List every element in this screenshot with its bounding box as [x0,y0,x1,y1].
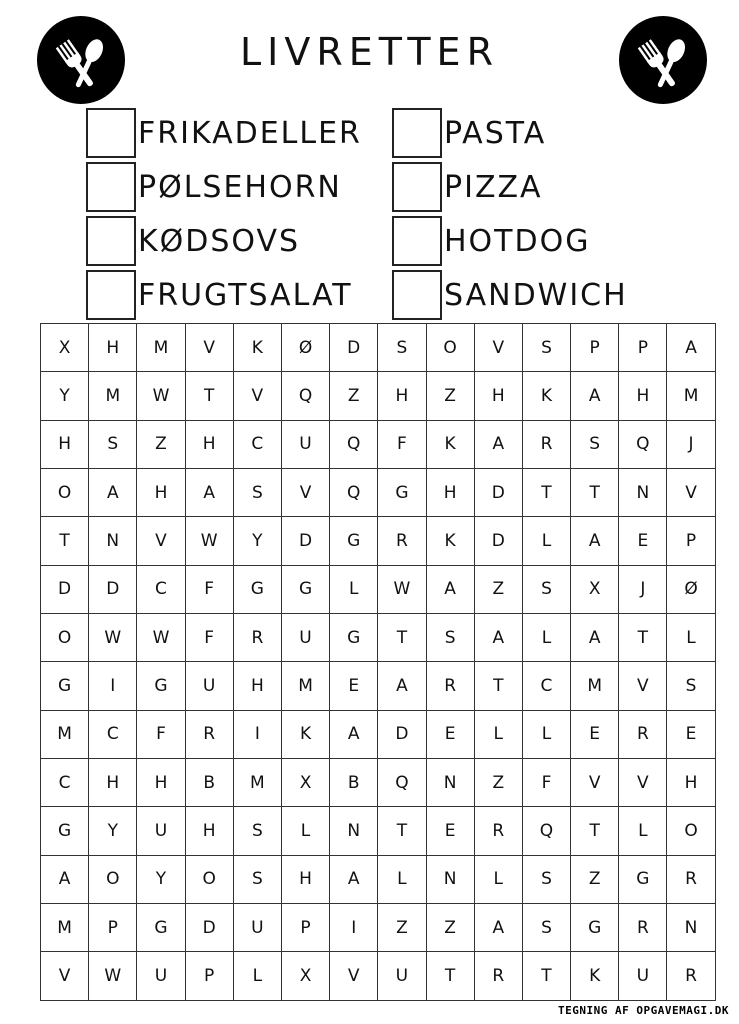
grid-cell[interactable]: L [522,517,570,565]
grid-cell[interactable]: S [522,904,570,952]
grid-cell[interactable]: H [378,372,426,420]
grid-cell[interactable]: G [330,614,378,662]
grid-row [41,614,716,662]
grid-cell[interactable]: H [89,324,137,372]
grid-cell[interactable]: Z [474,759,522,807]
grid-cell[interactable]: H [89,759,137,807]
grid-cell[interactable]: M [667,372,715,420]
grid-cell[interactable]: V [281,469,329,517]
grid-row [41,855,716,903]
grid-cell[interactable]: V [571,759,619,807]
grid-cell[interactable]: U [378,952,426,1000]
grid-cell[interactable]: K [571,952,619,1000]
grid-cell[interactable]: A [571,372,619,420]
grid-cell[interactable]: A [474,904,522,952]
grid-cell[interactable]: L [281,807,329,855]
grid-cell[interactable]: V [619,662,667,710]
grid-cell[interactable]: E [426,807,474,855]
grid-cell[interactable]: K [233,324,281,372]
grid-row [41,952,716,1000]
grid-cell[interactable]: V [474,324,522,372]
grid-cell[interactable]: O [41,469,89,517]
grid-cell[interactable]: T [378,614,426,662]
grid-cell[interactable]: F [185,614,233,662]
grid-cell[interactable]: Q [378,759,426,807]
grid-cell[interactable]: T [41,517,89,565]
word-checkbox[interactable] [86,162,136,212]
grid-cell[interactable]: S [522,324,570,372]
grid-cell[interactable]: R [619,710,667,758]
word-label: KØDSOVS [138,223,301,259]
grid-cell[interactable]: C [89,710,137,758]
grid-cell[interactable]: H [474,372,522,420]
grid-cell[interactable]: T [185,372,233,420]
grid-cell[interactable]: T [378,807,426,855]
grid-cell[interactable]: P [281,904,329,952]
word-label: PASTA [444,115,547,151]
grid-cell[interactable]: W [137,372,185,420]
credit-text: TEGNING AF OPGAVEMAGI.DK [558,1004,729,1017]
grid-cell[interactable]: T [474,662,522,710]
grid-cell[interactable]: J [667,420,715,468]
grid-cell[interactable]: U [233,904,281,952]
grid-cell[interactable]: M [137,324,185,372]
grid-cell[interactable]: H [41,420,89,468]
grid-cell[interactable]: L [474,855,522,903]
grid-cell[interactable]: D [330,324,378,372]
word-item [86,270,353,320]
grid-cell[interactable]: N [667,904,715,952]
grid-cell[interactable]: N [619,469,667,517]
grid-cell[interactable]: A [89,469,137,517]
grid-cell[interactable]: X [571,565,619,613]
grid-cell[interactable]: U [137,807,185,855]
grid-cell[interactable]: D [378,710,426,758]
grid-cell[interactable]: H [137,759,185,807]
grid-cell[interactable]: H [426,469,474,517]
grid-cell[interactable]: G [137,662,185,710]
word-label: HOTDOG [444,223,591,259]
grid-row [41,710,716,758]
grid-cell[interactable]: H [137,469,185,517]
grid-cell[interactable]: N [426,855,474,903]
grid-row [41,662,716,710]
grid-cell[interactable]: E [619,517,667,565]
grid-cell[interactable]: L [667,614,715,662]
grid-cell[interactable]: W [378,565,426,613]
grid-cell[interactable]: C [41,759,89,807]
grid-cell[interactable]: A [571,614,619,662]
grid-cell[interactable]: S [89,420,137,468]
grid-cell[interactable]: P [185,952,233,1000]
word-search-grid [40,323,715,1000]
grid-cell[interactable]: D [89,565,137,613]
grid-cell[interactable]: M [41,710,89,758]
grid-cell[interactable]: K [426,517,474,565]
grid-cell[interactable]: H [619,372,667,420]
grid-cell[interactable]: L [522,614,570,662]
grid-cell[interactable]: A [474,614,522,662]
grid-cell[interactable]: H [185,807,233,855]
grid-cell[interactable]: M [233,759,281,807]
grid-cell[interactable]: O [41,614,89,662]
grid-cell[interactable]: H [281,855,329,903]
grid-cell[interactable]: R [667,855,715,903]
word-list [86,108,686,318]
grid-cell[interactable]: C [522,662,570,710]
grid-row [41,324,716,372]
grid-row [41,759,716,807]
grid-cell[interactable]: G [41,662,89,710]
grid-cell[interactable]: Q [281,372,329,420]
grid-cell[interactable]: R [233,614,281,662]
grid-row [41,565,716,613]
grid-cell[interactable]: A [667,324,715,372]
grid-row [41,807,716,855]
grid-cell[interactable]: V [185,324,233,372]
grid-cell[interactable]: D [474,517,522,565]
grid-cell[interactable]: E [667,710,715,758]
grid-cell[interactable]: A [41,855,89,903]
word-checkbox[interactable] [86,216,136,266]
grid-cell[interactable]: V [330,952,378,1000]
grid-cell[interactable]: G [233,565,281,613]
word-item [392,108,546,158]
grid-cell[interactable]: T [571,469,619,517]
grid-cell[interactable]: A [330,855,378,903]
grid-cell[interactable]: A [474,420,522,468]
grid-cell[interactable]: P [619,324,667,372]
grid-cell[interactable]: M [571,662,619,710]
grid-cell[interactable]: K [522,372,570,420]
grid-cell[interactable]: A [330,710,378,758]
grid-cell[interactable]: P [89,904,137,952]
grid-cell[interactable]: D [281,517,329,565]
grid-cell[interactable]: C [233,420,281,468]
grid-cell[interactable]: M [89,372,137,420]
word-label: SANDWICH [444,277,628,313]
grid-cell[interactable]: C [137,565,185,613]
grid-cell[interactable]: D [474,469,522,517]
grid-cell[interactable]: S [667,662,715,710]
grid-cell[interactable]: T [619,614,667,662]
grid-cell[interactable]: R [522,420,570,468]
grid-cell[interactable]: L [474,710,522,758]
grid-cell[interactable]: X [41,324,89,372]
grid-cell[interactable]: E [426,710,474,758]
grid-cell[interactable]: X [281,952,329,1000]
grid-cell[interactable]: F [137,710,185,758]
grid-cell[interactable]: K [426,420,474,468]
grid-cell[interactable]: P [571,324,619,372]
grid-cell[interactable]: V [619,759,667,807]
word-label: PØLSEHORN [138,169,342,205]
grid-cell[interactable]: L [378,855,426,903]
grid-row [41,517,716,565]
grid-cell[interactable]: F [378,420,426,468]
grid-cell[interactable]: R [378,517,426,565]
page-title: LIVRETTER [240,30,499,74]
grid-cell[interactable]: I [330,904,378,952]
grid-cell[interactable]: E [571,710,619,758]
grid-cell[interactable]: L [619,807,667,855]
fork-spoon-logo-right [619,16,707,104]
grid-row [41,904,716,952]
grid-cell[interactable]: Q [522,807,570,855]
grid-cell[interactable]: Q [330,469,378,517]
word-checkbox[interactable] [86,270,136,320]
grid-cell[interactable]: V [667,469,715,517]
grid-cell[interactable]: R [185,710,233,758]
grid-cell[interactable]: U [185,662,233,710]
grid-cell[interactable]: W [89,614,137,662]
grid-cell[interactable]: F [185,565,233,613]
grid-cell[interactable]: H [233,662,281,710]
grid-cell[interactable]: S [522,855,570,903]
grid-cell[interactable]: Z [378,904,426,952]
word-item [86,216,300,266]
grid-cell[interactable]: H [667,759,715,807]
grid-cell[interactable]: F [522,759,570,807]
grid-row [41,372,716,420]
grid-cell[interactable]: I [89,662,137,710]
grid-cell[interactable]: L [330,565,378,613]
grid-cell[interactable]: Z [474,565,522,613]
grid-cell[interactable]: A [571,517,619,565]
word-item [392,270,628,320]
fork-spoon-icon [619,16,707,104]
grid-cell[interactable]: Q [619,420,667,468]
word-label: FRUGTSALAT [138,277,353,313]
grid-cell[interactable]: S [233,807,281,855]
grid-cell[interactable]: S [522,565,570,613]
grid-cell[interactable]: K [281,710,329,758]
grid-cell[interactable]: G [619,855,667,903]
grid-cell[interactable]: L [233,952,281,1000]
word-checkbox[interactable] [86,108,136,158]
grid-cell[interactable]: O [667,807,715,855]
grid-cell[interactable]: S [233,469,281,517]
grid-cell[interactable]: I [233,710,281,758]
word-checkbox[interactable] [392,162,442,212]
word-item [392,162,543,212]
grid-cell[interactable]: Z [426,372,474,420]
grid-cell[interactable]: W [137,614,185,662]
grid-cell[interactable]: Q [330,420,378,468]
word-checkbox[interactable] [392,216,442,266]
grid-cell[interactable]: R [474,952,522,1000]
word-checkbox[interactable] [392,108,442,158]
word-item [86,162,342,212]
grid-cell[interactable]: G [378,469,426,517]
word-checkbox[interactable] [392,270,442,320]
grid-cell[interactable]: Z [571,855,619,903]
grid-cell[interactable]: A [378,662,426,710]
grid-cell[interactable]: V [41,952,89,1000]
grid-cell[interactable]: A [426,565,474,613]
grid-cell[interactable]: N [330,807,378,855]
grid-cell[interactable]: R [426,662,474,710]
grid-cell[interactable]: Z [426,904,474,952]
grid-cell[interactable]: D [185,904,233,952]
grid-cell[interactable]: W [185,517,233,565]
grid-row [41,469,716,517]
word-label: PIZZA [444,169,543,205]
grid-cell[interactable]: Y [233,517,281,565]
grid-cell[interactable]: A [185,469,233,517]
grid-cell[interactable]: U [281,420,329,468]
grid-cell[interactable]: H [185,420,233,468]
grid-cell[interactable]: M [281,662,329,710]
grid-cell[interactable]: Y [137,855,185,903]
grid-cell[interactable]: Y [89,807,137,855]
grid-cell[interactable]: X [281,759,329,807]
grid-cell[interactable]: D [41,565,89,613]
grid-cell[interactable]: P [667,517,715,565]
grid-cell[interactable]: T [571,807,619,855]
grid-cell[interactable]: G [137,904,185,952]
grid-cell[interactable]: N [89,517,137,565]
grid-cell[interactable]: B [330,759,378,807]
grid-cell[interactable]: V [233,372,281,420]
grid-cell[interactable]: T [426,952,474,1000]
grid-cell[interactable]: U [281,614,329,662]
grid-cell[interactable]: O [185,855,233,903]
grid-cell[interactable]: G [571,904,619,952]
grid-cell[interactable]: R [667,952,715,1000]
grid-cell[interactable]: S [233,855,281,903]
word-item [86,108,362,158]
grid-cell[interactable]: Ø [281,324,329,372]
grid-cell[interactable]: R [619,904,667,952]
grid-cell[interactable]: S [571,420,619,468]
grid-cell[interactable]: Y [41,372,89,420]
grid-cell[interactable]: S [378,324,426,372]
grid-cell[interactable]: V [137,517,185,565]
grid-cell[interactable]: Z [330,372,378,420]
grid-cell[interactable]: G [41,807,89,855]
grid-cell[interactable]: M [41,904,89,952]
grid-cell[interactable]: J [619,565,667,613]
grid-cell[interactable]: U [619,952,667,1000]
grid-cell[interactable]: T [522,469,570,517]
grid-cell[interactable]: E [330,662,378,710]
word-label: FRIKADELLER [138,115,362,151]
grid-cell[interactable]: G [281,565,329,613]
grid-cell[interactable]: B [185,759,233,807]
grid-cell[interactable]: O [426,324,474,372]
grid-cell[interactable]: L [522,710,570,758]
grid-cell[interactable]: R [474,807,522,855]
grid-cell[interactable]: Z [137,420,185,468]
grid-cell[interactable]: Ø [667,565,715,613]
grid-row [41,420,716,468]
word-item [392,216,590,266]
grid-cell[interactable]: S [426,614,474,662]
grid-cell[interactable]: N [426,759,474,807]
grid-cell[interactable]: G [330,517,378,565]
grid-cell[interactable]: U [137,952,185,1000]
grid-cell[interactable]: O [89,855,137,903]
grid-cell[interactable]: T [522,952,570,1000]
grid-cell[interactable]: W [89,952,137,1000]
